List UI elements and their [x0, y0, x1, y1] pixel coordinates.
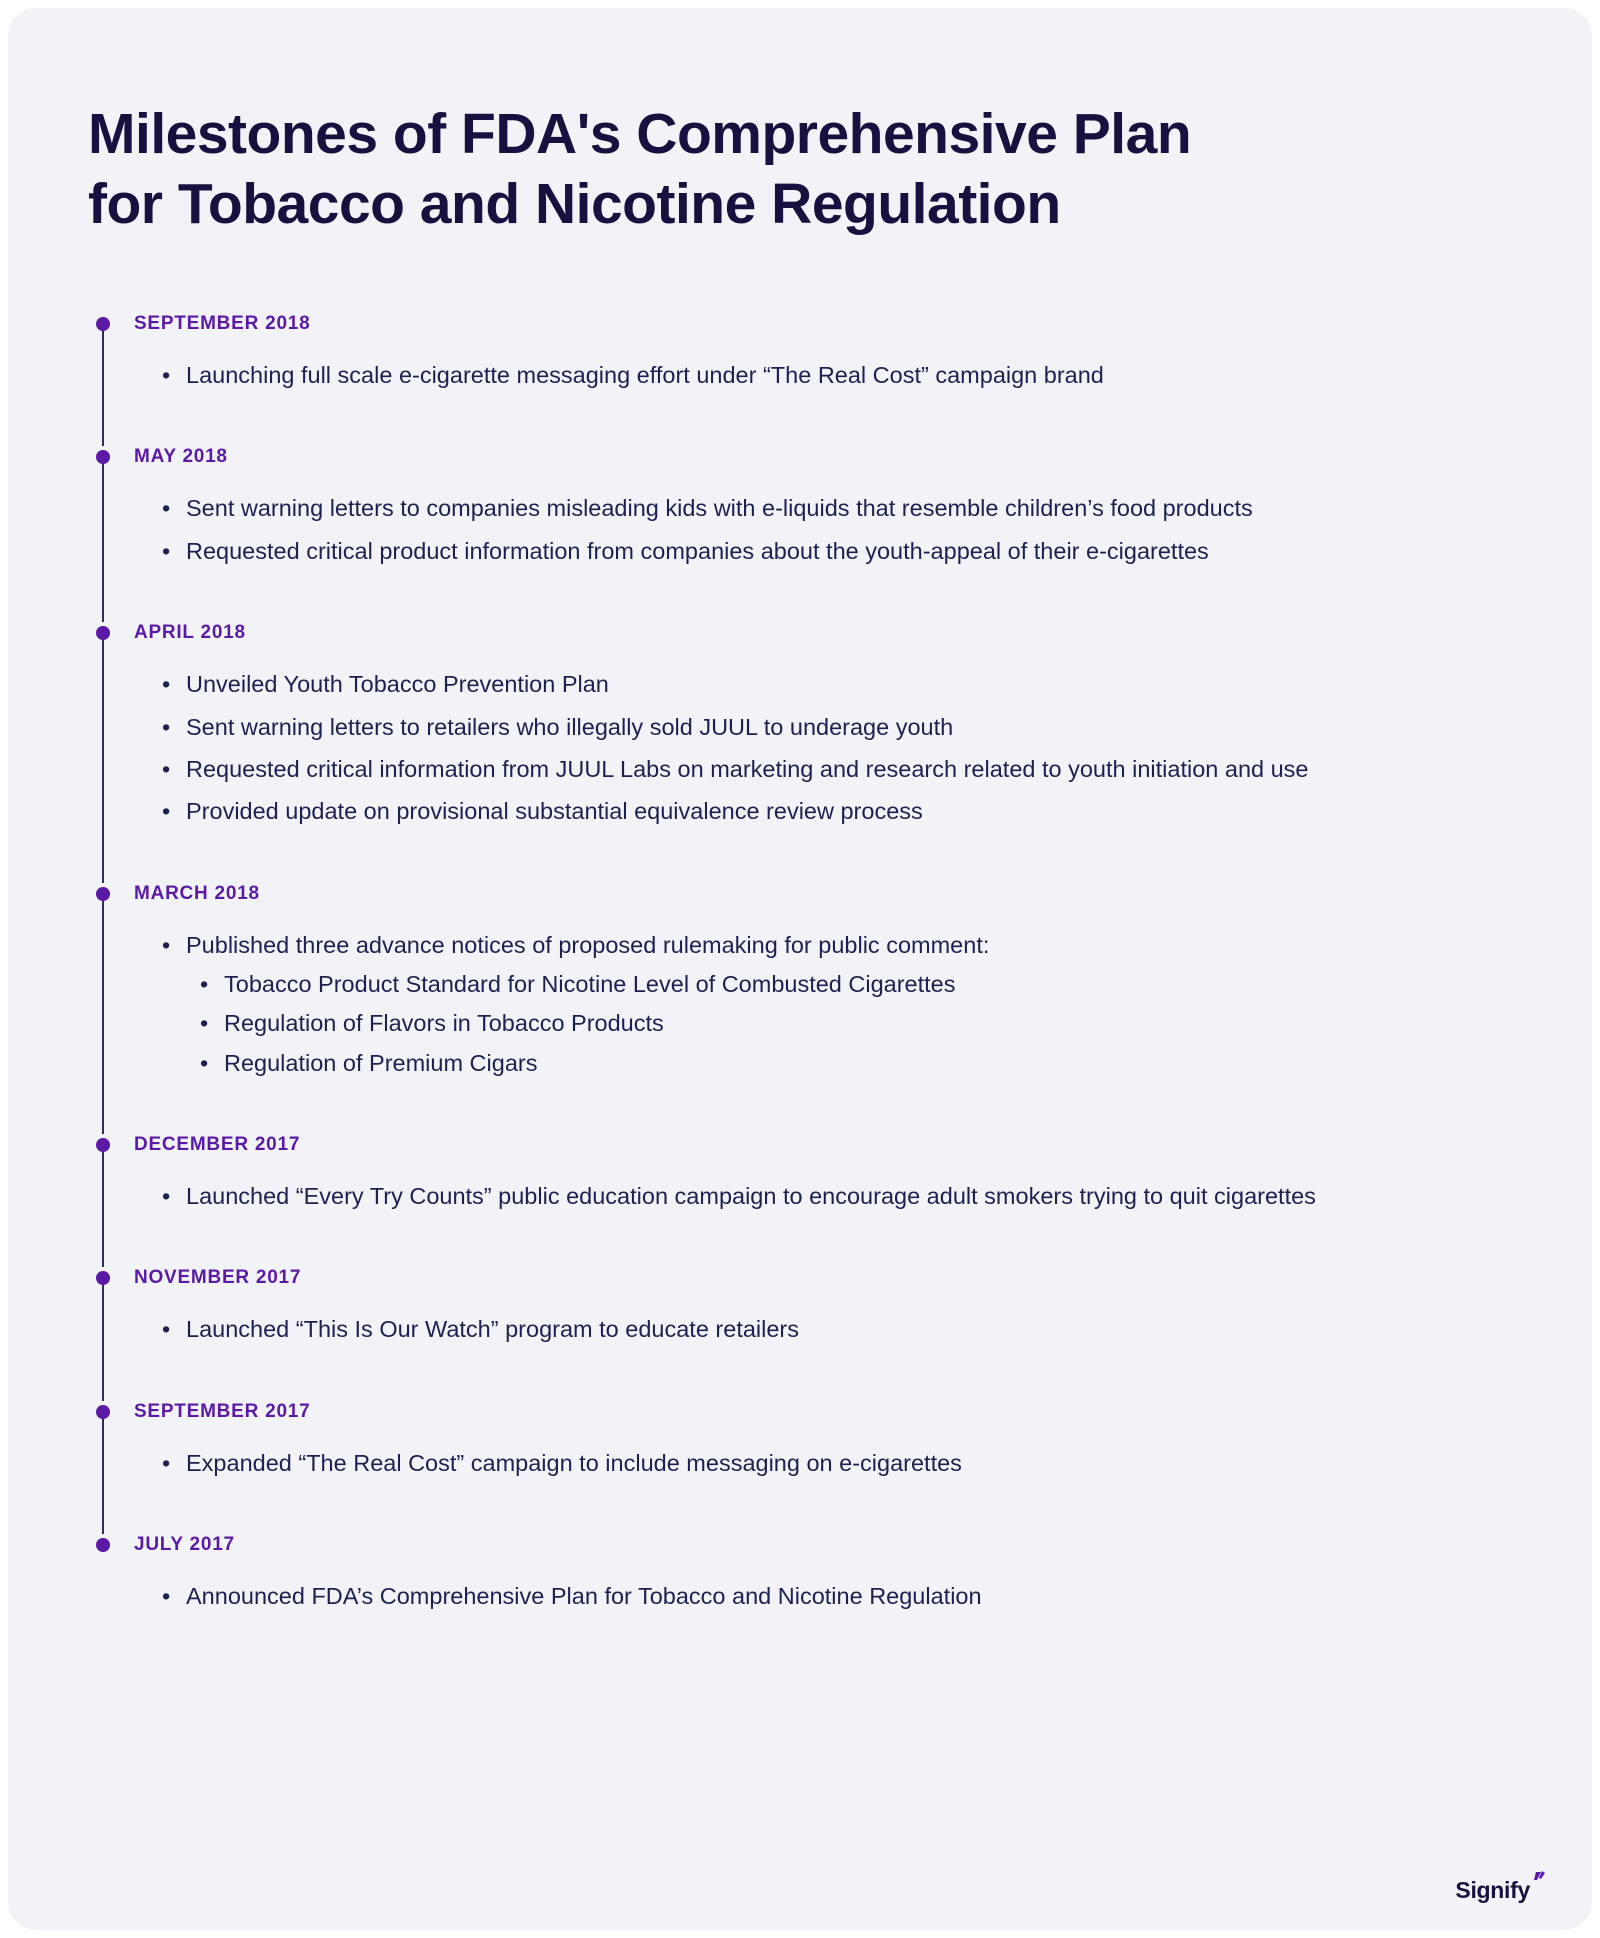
timeline-dot-icon [96, 887, 110, 901]
milestone-date: SEPTEMBER 2017 [134, 1400, 311, 1422]
timeline-milestone [96, 1134, 1502, 1213]
timeline-dot-icon [96, 1405, 110, 1419]
milestone-bullet [162, 1580, 1502, 1613]
milestone-bullet-text: Announced FDA’s Comprehensive Plan for Tobacco and Nicotine Regulation [186, 1583, 982, 1610]
milestone-bullet [162, 929, 1502, 1080]
signify-logo-text: Signify [1455, 1877, 1530, 1903]
milestone-bullet [162, 1180, 1502, 1213]
milestone-bullet-text: Published three advance notices of proposed rulemaking for public comment: [186, 931, 990, 958]
timeline-dot-icon [96, 1271, 110, 1285]
milestone-bullet-list [134, 1313, 1502, 1346]
milestone-bullet-list [134, 929, 1502, 1080]
milestone-bullet [162, 795, 1502, 828]
milestone-bullet-text: Unveiled Youth Tobacco Prevention Plan [186, 671, 609, 698]
milestone-bullet-text: Sent warning letters to retailers who illegally sold JUUL to underage youth [186, 713, 954, 740]
timeline-dot-icon [96, 1138, 110, 1152]
milestone-bullet-text: Launching full scale e-cigarette messaging effort under “The Real Cost” campaign brand [186, 362, 1104, 389]
milestone-sub-bullet [200, 968, 1502, 1001]
timeline-milestone [96, 1267, 1502, 1346]
milestone-bullet [162, 1313, 1502, 1346]
milestone-bullet-list [134, 668, 1502, 828]
milestone-date: JULY 2017 [134, 1534, 235, 1556]
milestone-date: NOVEMBER 2017 [134, 1267, 302, 1289]
timeline-dot-icon [96, 1538, 110, 1552]
milestone-bullet-text: Requested critical information from JUUL Labs on marketing and research related to youth initiation and use [186, 755, 1309, 782]
milestone-bullet-list [134, 1580, 1502, 1613]
milestone-bullet-text: Requested critical product information from companies about the youth-appeal of their e-cigarettes [186, 537, 1209, 564]
timeline-dot-icon [96, 317, 110, 331]
milestone-sub-bullet [200, 1047, 1502, 1080]
milestone-date: MAY 2018 [134, 446, 228, 468]
milestone-bullet-list [134, 1447, 1502, 1480]
timeline-milestone [96, 883, 1502, 1080]
milestone-bullet-text: Provided update on provisional substantial equivalence review process [186, 798, 923, 825]
timeline [96, 313, 1502, 1613]
signify-logo-mark-icon [1532, 1871, 1546, 1892]
milestone-sub-bullet-text: Regulation of Premium Cigars [224, 1049, 538, 1076]
timeline-dot-icon [96, 626, 110, 640]
milestone-sub-bullet-list [186, 968, 1502, 1080]
milestone-sub-bullet [200, 1007, 1502, 1040]
infographic-card [8, 8, 1592, 1930]
timeline-milestone [96, 313, 1502, 392]
milestone-bullet [162, 711, 1502, 744]
milestone-bullet [162, 753, 1502, 786]
milestone-bullet-list [134, 1180, 1502, 1213]
timeline-milestone [96, 446, 1502, 568]
page-title: Milestones of FDA's Comprehensive Plan for Tobacco and Nicotine Regulation [88, 102, 1192, 236]
milestone-bullet [162, 668, 1502, 701]
milestone-date: APRIL 2018 [134, 622, 246, 644]
signify-logo [1455, 1877, 1546, 1904]
milestone-bullet-list [134, 359, 1502, 392]
timeline-milestone [96, 622, 1502, 828]
milestone-bullet [162, 1447, 1502, 1480]
milestone-bullet-text: Launched “This Is Our Watch” program to educate retailers [186, 1316, 800, 1343]
milestone-date: MARCH 2018 [134, 882, 260, 904]
milestone-bullet [162, 359, 1502, 392]
milestone-date: SEPTEMBER 2018 [134, 313, 311, 335]
milestone-date: DECEMBER 2017 [134, 1134, 301, 1156]
milestone-bullet [162, 492, 1502, 525]
milestone-bullet-text: Launched “Every Try Counts” public education campaign to encourage adult smokers trying to quit cigarettes [186, 1183, 1316, 1210]
timeline-dot-icon [96, 450, 110, 464]
milestone-bullet-text: Expanded “The Real Cost” campaign to include messaging on e-cigarettes [186, 1449, 962, 1476]
milestone-sub-bullet-text: Regulation of Flavors in Tobacco Products [224, 1010, 664, 1037]
milestone-sub-bullet-text: Tobacco Product Standard for Nicotine Level of Combusted Cigarettes [224, 970, 956, 997]
milestone-bullet-list [134, 492, 1502, 568]
milestone-bullet [162, 535, 1502, 568]
timeline-milestone [96, 1401, 1502, 1480]
milestone-bullet-text: Sent warning letters to companies misleading kids with e-liquids that resemble children’s food products [186, 495, 1253, 522]
timeline-milestone [96, 1534, 1502, 1613]
